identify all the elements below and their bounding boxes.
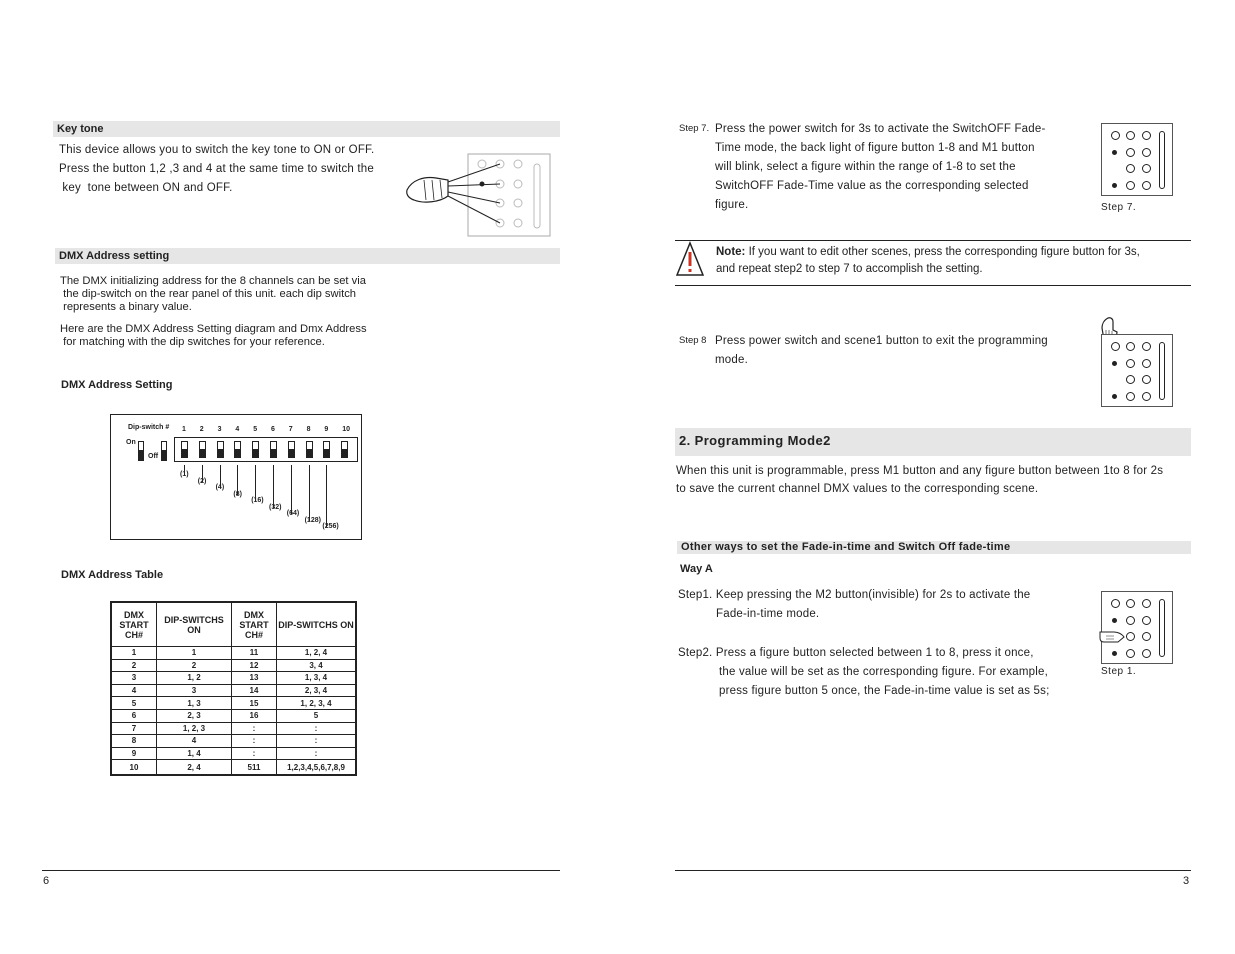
device-button-icon	[1142, 632, 1151, 641]
dmx-address-heading: DMX Address setting	[55, 248, 560, 264]
dip-off-indicator	[161, 441, 167, 461]
device-button-icon	[1142, 392, 1151, 401]
table-cell: 5	[277, 709, 357, 722]
table-cell: 9	[111, 747, 157, 760]
table-row	[111, 697, 356, 710]
dip-switch	[199, 441, 206, 458]
step1-caption: Step 1.	[1101, 666, 1137, 677]
table-cell: 11	[232, 647, 277, 660]
dip-number: 5	[253, 426, 258, 433]
dip-number: 10	[342, 426, 350, 433]
table-cell: :	[232, 747, 277, 760]
device-button-icon	[1142, 599, 1151, 608]
dip-switch-lever	[289, 449, 294, 457]
power-icon	[1112, 183, 1117, 188]
table-cell: 1	[111, 647, 157, 660]
dip-switch	[323, 441, 330, 458]
device-button-icon	[1142, 649, 1151, 658]
dip-switch	[252, 441, 259, 458]
other-ways-heading: Other ways to set the Fade-in-time and Switch Off fade-time	[677, 541, 1191, 554]
dmx-address-para2: Here are the DMX Address Setting diagram and Dmx Address for matching with the dip switches for your reference.	[60, 323, 367, 348]
dip-number: 9	[324, 426, 329, 433]
device-button-icon	[1126, 616, 1135, 625]
device-button-icon	[1126, 342, 1135, 351]
dip-switch-lever	[324, 449, 329, 457]
device-button-icon	[1142, 616, 1151, 625]
power-icon	[1112, 394, 1117, 399]
mode2-text: When this unit is programmable, press M1 button and any figure button between 1to 8 for 2s to save the current channel DMX values to the corresponding scene.	[676, 465, 1164, 495]
device-button-icon	[1126, 131, 1135, 140]
dip-value-line	[291, 465, 292, 514]
table-cell: 1, 3, 4	[277, 672, 357, 685]
dip-switch-lever	[271, 449, 276, 457]
dip-switch	[181, 441, 188, 458]
indicator-dot-icon	[1112, 618, 1117, 623]
step8-label: Step 8	[679, 335, 707, 346]
device-button-icon	[1126, 392, 1135, 401]
table-cell: 1,2,3,4,5,6,7,8,9	[277, 760, 357, 776]
note-label: Note:	[716, 246, 746, 258]
step7-text: Press the power switch for 3s to activate the SwitchOFF Fade- Time mode, the back light of figure button 1-8 and M1 button will blink, select a figure within the range of 1-8 to set the SwitchOFF Fade-Time value as the corresponding selected figure.	[715, 123, 1046, 211]
table-row	[111, 672, 356, 685]
hand-pressing-icon	[404, 150, 554, 238]
way-a-label: Way A	[680, 563, 713, 575]
dip-value-label: (8)	[233, 490, 242, 498]
dip-number: 8	[306, 426, 311, 433]
dmx-address-table	[110, 601, 357, 776]
table-cell: 5	[111, 697, 157, 710]
table-cell: 1, 3	[157, 697, 232, 710]
note-text: Note: If you want to edit other scenes, press the corresponding figure button for 3s, and repeat step2 to step 7 to accomplish the setting.	[716, 246, 1140, 275]
dip-switch	[217, 441, 224, 458]
table-cell: 6	[111, 709, 157, 722]
dmx-address-para1: The DMX initializing address for the 8 channels can be set via the dip-switch on the rear panel of this unit. each dip switch represents a binary value.	[60, 275, 366, 313]
dip-switch	[306, 441, 313, 458]
mode2-heading: 2. Programming Mode2	[675, 428, 1191, 456]
device-button-icon	[1111, 342, 1120, 351]
note-bottom-rule	[675, 285, 1191, 286]
left-page-number: 6	[43, 875, 50, 887]
table-cell: 1, 2, 3, 4	[277, 697, 357, 710]
table-row	[111, 684, 356, 697]
hand-pointing-icon	[1098, 628, 1128, 651]
table-cell: 13	[232, 672, 277, 685]
device-button-icon	[1142, 131, 1151, 140]
dip-number: 7	[288, 426, 293, 433]
table-cell: 1, 2, 4	[277, 647, 357, 660]
table-cell: 16	[232, 709, 277, 722]
dip-value-label: (64)	[286, 510, 300, 517]
dip-number: 3	[217, 426, 222, 433]
note-top-rule	[675, 240, 1191, 241]
table-cell: 4	[111, 684, 157, 697]
key-tone-text: This device allows you to switch the key tone to ON or OFF. Press the button 1,2 ,3 and 4 at the same time to switch the key tone between ON and OFF.	[59, 144, 375, 194]
dip-value-label: (128)	[304, 516, 321, 524]
dip-value-line	[273, 465, 274, 508]
dip-number: 2	[199, 426, 204, 433]
left-footer-rule	[42, 870, 560, 871]
right-footer-rule	[675, 870, 1191, 871]
step1-text: Step1. Keep pressing the M2 button(invisible) for 2s to activate the Fade-in-time mode.	[678, 589, 1031, 620]
dip-switch-lever	[253, 449, 258, 457]
warning-icon	[676, 241, 704, 282]
table-cell: 14	[232, 684, 277, 697]
slider-slot-icon	[1159, 599, 1165, 657]
dmx-setting-title: DMX Address Setting	[61, 379, 173, 391]
table-cell: 12	[232, 659, 277, 672]
dip-value-line	[255, 465, 256, 501]
table-row	[111, 760, 356, 776]
table-cell: 511	[232, 760, 277, 776]
table-row	[111, 659, 356, 672]
dip-switch	[270, 441, 277, 458]
dip-number: 6	[271, 426, 275, 433]
table-row	[111, 735, 356, 748]
dip-switch	[288, 441, 295, 458]
dip-switch-diagram	[110, 414, 362, 540]
header-dmx-start-2: DMX START CH#	[232, 602, 277, 647]
device-button-icon	[1142, 342, 1151, 351]
device-panel-step7	[1101, 123, 1173, 196]
table-cell: 7	[111, 722, 157, 735]
dip-value-label: (4)	[215, 484, 225, 491]
dip-switch-lever	[218, 449, 223, 457]
dip-switch	[341, 441, 348, 458]
table-cell: 2	[111, 659, 157, 672]
device-panel-step8	[1101, 334, 1173, 407]
table-cell: 3, 4	[277, 659, 357, 672]
indicator-dot-icon	[1112, 361, 1117, 366]
table-cell: 8	[111, 735, 157, 748]
dip-switch-lever	[342, 449, 347, 457]
header-dmx-start: DMX START CH#	[111, 602, 157, 647]
dip-value-label: (256)	[322, 523, 339, 530]
table-cell: :	[232, 735, 277, 748]
table-cell: 3	[111, 672, 157, 685]
device-button-icon	[1126, 375, 1135, 384]
dip-switch-lever	[182, 449, 187, 457]
device-button-icon	[1126, 181, 1135, 190]
table-cell: 4	[157, 735, 232, 748]
table-header-row	[111, 602, 356, 647]
table-row	[111, 722, 356, 735]
table-row	[111, 647, 356, 660]
dip-switch	[234, 441, 241, 458]
right-page-number: 3	[1183, 875, 1190, 887]
table-cell: 2	[157, 659, 232, 672]
device-button-icon	[1126, 359, 1135, 368]
dip-value-label: (16)	[251, 497, 264, 504]
dip-switch-label: Dip-switch #	[128, 424, 170, 431]
table-cell: :	[277, 722, 357, 735]
dip-switch-lever	[307, 449, 312, 457]
table-row	[111, 747, 356, 760]
device-button-icon	[1142, 164, 1151, 173]
dip-on-label: On	[126, 439, 136, 446]
step2-text: Step2. Press a figure button selected between 1 to 8, press it once, the value will be set as the corresponding figure. For example, press figure button 5 once, the Fade-in-time value is set as 5s;	[678, 647, 1050, 697]
device-button-icon	[1126, 148, 1135, 157]
dip-on-indicator	[138, 441, 144, 461]
table-cell: :	[277, 735, 357, 748]
table-cell: :	[232, 722, 277, 735]
table-cell: 1	[157, 647, 232, 660]
table-cell: 10	[111, 760, 157, 776]
device-button-icon	[1142, 181, 1151, 190]
indicator-dot-icon	[1112, 150, 1117, 155]
step7-caption: Step 7.	[1101, 202, 1137, 213]
table-cell: 15	[232, 697, 277, 710]
dip-switch-lever	[235, 449, 240, 457]
table-cell: 2, 4	[157, 760, 232, 776]
dip-value-label: (32)	[269, 503, 282, 511]
table-cell: 2, 3, 4	[277, 684, 357, 697]
key-tone-illustration	[404, 150, 554, 238]
table-cell: 2, 3	[157, 709, 232, 722]
key-tone-heading: Key tone	[53, 121, 560, 137]
dip-value-line	[309, 465, 310, 521]
dip-number: 1	[182, 426, 186, 433]
dip-value-label: (1)	[180, 471, 189, 478]
power-icon	[1112, 651, 1117, 656]
header-dip-switchs-2: DIP-SWITCHS ON	[277, 602, 357, 647]
table-cell: :	[277, 747, 357, 760]
device-button-icon	[1111, 599, 1120, 608]
step8-text: Press power switch and scene1 button to exit the programming mode.	[715, 335, 1048, 366]
dip-value-line	[326, 465, 327, 527]
dip-switch-lever	[200, 449, 205, 457]
dip-number: 4	[235, 426, 240, 433]
dip-value-label: (2)	[197, 477, 207, 485]
table-cell: 1, 2	[157, 672, 232, 685]
step7-label-text: Step 7.	[679, 123, 710, 134]
dip-off-label: Off	[148, 453, 159, 460]
device-button-icon	[1142, 375, 1151, 384]
slider-slot-icon	[1159, 131, 1165, 189]
device-button-icon	[1126, 599, 1135, 608]
device-button-icon	[1142, 359, 1151, 368]
table-cell: 3	[157, 684, 232, 697]
header-dip-switchs: DIP-SWITCHS ON	[157, 602, 232, 647]
table-row	[111, 709, 356, 722]
table-cell: 1, 4	[157, 747, 232, 760]
dmx-table-title: DMX Address Table	[61, 569, 164, 581]
slider-slot-icon	[1159, 342, 1165, 400]
device-button-icon	[1126, 164, 1135, 173]
device-button-icon	[1111, 131, 1120, 140]
device-button-icon	[1142, 148, 1151, 157]
table-cell: 1, 2, 3	[157, 722, 232, 735]
